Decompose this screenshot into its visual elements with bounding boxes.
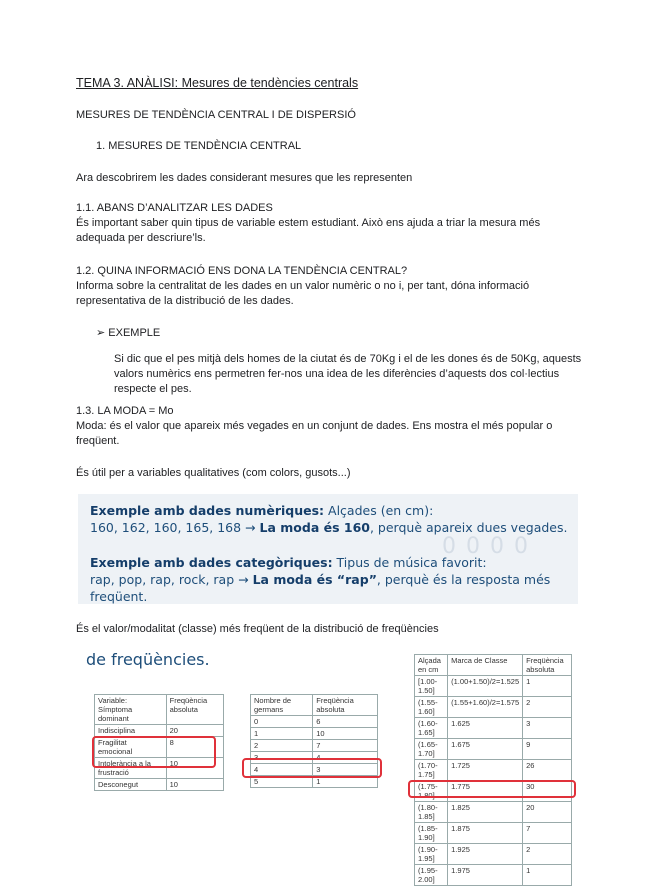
numeric-example-result: La moda és 160: [259, 520, 370, 535]
table-cell: [1.00-1.50]: [415, 676, 448, 697]
table-header-cell: Freqüència absoluta: [166, 695, 223, 725]
mode-highlight-siblings: [242, 758, 382, 778]
table-row: [415, 676, 572, 697]
table-cell: (1.65-1.70]: [415, 739, 448, 760]
table-row: [415, 760, 572, 781]
table-header-cell: Freqüència absoluta: [523, 655, 572, 676]
table-cell: 20: [166, 725, 223, 737]
table-header-cell: Nombre de germans: [251, 695, 313, 716]
subsection-1-2-body: Informa sobre la centralitat de les dades en un valor numèric o no i, per tant, dóna informació representativa de la distribució de les dades.: [76, 280, 530, 307]
table-cell: 1: [523, 676, 572, 697]
table-cell: (1.70-1.75]: [415, 760, 448, 781]
table-row: [415, 844, 572, 865]
table-cell: 3: [251, 752, 313, 764]
table-cell: 10: [166, 779, 223, 791]
table-cell: Fragilitat emocional: [95, 737, 167, 758]
table-cell: 1.925: [448, 844, 523, 865]
table-cell: Indisciplina: [95, 725, 167, 737]
numeric-example: [90, 502, 570, 536]
subsection-1-3-body: Moda: és el valor que apareix més vegades en un conjunt de dades. Ens mostra el més popular o freqüent.: [76, 420, 553, 447]
mode-examples-banner: [78, 494, 578, 604]
table-cell: 5: [251, 776, 313, 788]
figure-title: de freqüències.: [86, 650, 210, 669]
table-cell: 2: [523, 844, 572, 865]
categorical-example-subtitle: Tipus de música favorit:: [332, 555, 487, 570]
height-frequency-table: [414, 654, 572, 886]
table-header-row: [95, 695, 224, 725]
mode-highlight-symptom: [92, 736, 216, 768]
table-cell: 26: [523, 760, 572, 781]
table-row: [415, 865, 572, 886]
table-row: [415, 697, 572, 718]
background-digits: 0000: [442, 534, 538, 559]
table-cell: 3: [523, 718, 572, 739]
table-cell: 9: [523, 739, 572, 760]
numeric-example-subtitle: Alçades (en cm):: [324, 503, 434, 518]
table-cell: 2: [523, 697, 572, 718]
table-cell: 6: [313, 716, 378, 728]
table-cell: 1.625: [448, 718, 523, 739]
table-cell: (1.55-1.60]: [415, 697, 448, 718]
table-row: [415, 718, 572, 739]
categorical-example-title: Exemple amb dades categòriques:: [90, 555, 333, 570]
table-row: [415, 802, 572, 823]
table-cell: Intolerància a la frustració: [95, 758, 167, 779]
table-cell: 7: [523, 823, 572, 844]
table-cell: (1.90-1.95]: [415, 844, 448, 865]
numeric-example-values: 160, 162, 160, 165, 168 →: [90, 520, 260, 535]
table-cell: 1.675: [448, 739, 523, 760]
table-cell: 1.775: [448, 781, 523, 802]
table-cell: Desconegut: [95, 779, 167, 791]
table-header-cell: Variable: Símptoma dominant: [95, 695, 167, 725]
example-body: Si dic que el pes mitjà dels homes de la ciutat és de 70Kg i el de les dones és de 50Kg, aquests valors numèrics ens permetren fer-nos una idea de les diferències d’aquests dos col·lectius respecte el pes.: [114, 353, 582, 395]
numeric-example-title: Exemple amb dades numèriques:: [90, 503, 325, 518]
example-label: ➢ EXEMPLE: [96, 327, 161, 339]
numbered-item: 1. MESURES DE TENDÈNCIA CENTRAL: [96, 140, 302, 152]
table-cell: 4: [251, 764, 313, 776]
table-cell: 20: [523, 802, 572, 823]
table-header-row: [415, 655, 572, 676]
table-header-cell: Alçada en cm: [415, 655, 448, 676]
useful-text: És útil per a variables qualitatives (com colors, gusots...): [76, 467, 351, 479]
intro-text: Ara descobrirem les dades considerant mesures que les representen: [76, 172, 413, 184]
table-cell: 8: [166, 737, 223, 758]
table-cell: 10: [313, 728, 378, 740]
categorical-example: [90, 554, 570, 605]
table-row: [251, 740, 378, 752]
modal-definition: És el valor/modalitat (classe) més freqüent de la distribució de freqüències: [76, 623, 439, 635]
table-cell: 2: [251, 740, 313, 752]
table-cell: 1.725: [448, 760, 523, 781]
table-cell: 4: [313, 752, 378, 764]
categorical-example-result: La moda és “rap”: [252, 572, 377, 587]
table-cell: 30: [523, 781, 572, 802]
table-cell: (1.60-1.65]: [415, 718, 448, 739]
table-header-cell: Marca de Classe: [448, 655, 523, 676]
table-cell: 1.875: [448, 823, 523, 844]
table-row: [95, 779, 224, 791]
subsection-1-2-title: 1.2. QUINA INFORMACIÓ ENS DONA LA TENDÈNCIA CENTRAL?: [76, 265, 408, 277]
categorical-example-values: rap, pop, rap, rock, rap →: [90, 572, 253, 587]
subsection-1-1-title: 1.1. ABANS D’ANALITZAR LES DADES: [76, 202, 273, 214]
subsection-1-1-body: És important saber quin tipus de variable estem estudiant. Això ens ajuda a triar la mesura més adequada per descriure’ls.: [76, 217, 541, 244]
table-cell: 10: [166, 758, 223, 779]
page-title: TEMA 3. ANÀLISI: Mesures de tendències centrals: [76, 76, 359, 90]
table-cell: (1.80-1.85]: [415, 802, 448, 823]
numeric-example-tail: , perquè apareix dues vegades.: [369, 520, 568, 535]
table-row: [95, 725, 224, 737]
frequency-tables-figure: [78, 648, 578, 884]
table-cell: (1.75-1.80]: [415, 781, 448, 802]
mode-highlight-height: [408, 780, 576, 798]
table-row: [251, 728, 378, 740]
table-cell: 1: [251, 728, 313, 740]
table-cell: 1.825: [448, 802, 523, 823]
table-header-cell: Freqüència absoluta: [313, 695, 378, 716]
table-cell: (1.85-1.90]: [415, 823, 448, 844]
table-cell: 3: [313, 764, 378, 776]
table-cell: 7: [313, 740, 378, 752]
table-cell: (1.95-2.00]: [415, 865, 448, 886]
section-title: MESURES DE TENDÈNCIA CENTRAL I DE DISPERSIÓ: [76, 109, 356, 121]
table-cell: 1.975: [448, 865, 523, 886]
table-row: [251, 716, 378, 728]
table-row: [415, 823, 572, 844]
table-cell: 1: [313, 776, 378, 788]
table-row: [415, 739, 572, 760]
table-cell: 0: [251, 716, 313, 728]
subsection-1-3-title: 1.3. LA MODA = Mo: [76, 405, 174, 417]
table-cell: (1.00+1.50)/2=1.525: [448, 676, 523, 697]
table-cell: (1.55+1.60)/2=1.575: [448, 697, 523, 718]
table-cell: 1: [523, 865, 572, 886]
categorical-example-tail: , perquè és la resposta més freqüent.: [90, 572, 551, 604]
table-header-row: [251, 695, 378, 716]
